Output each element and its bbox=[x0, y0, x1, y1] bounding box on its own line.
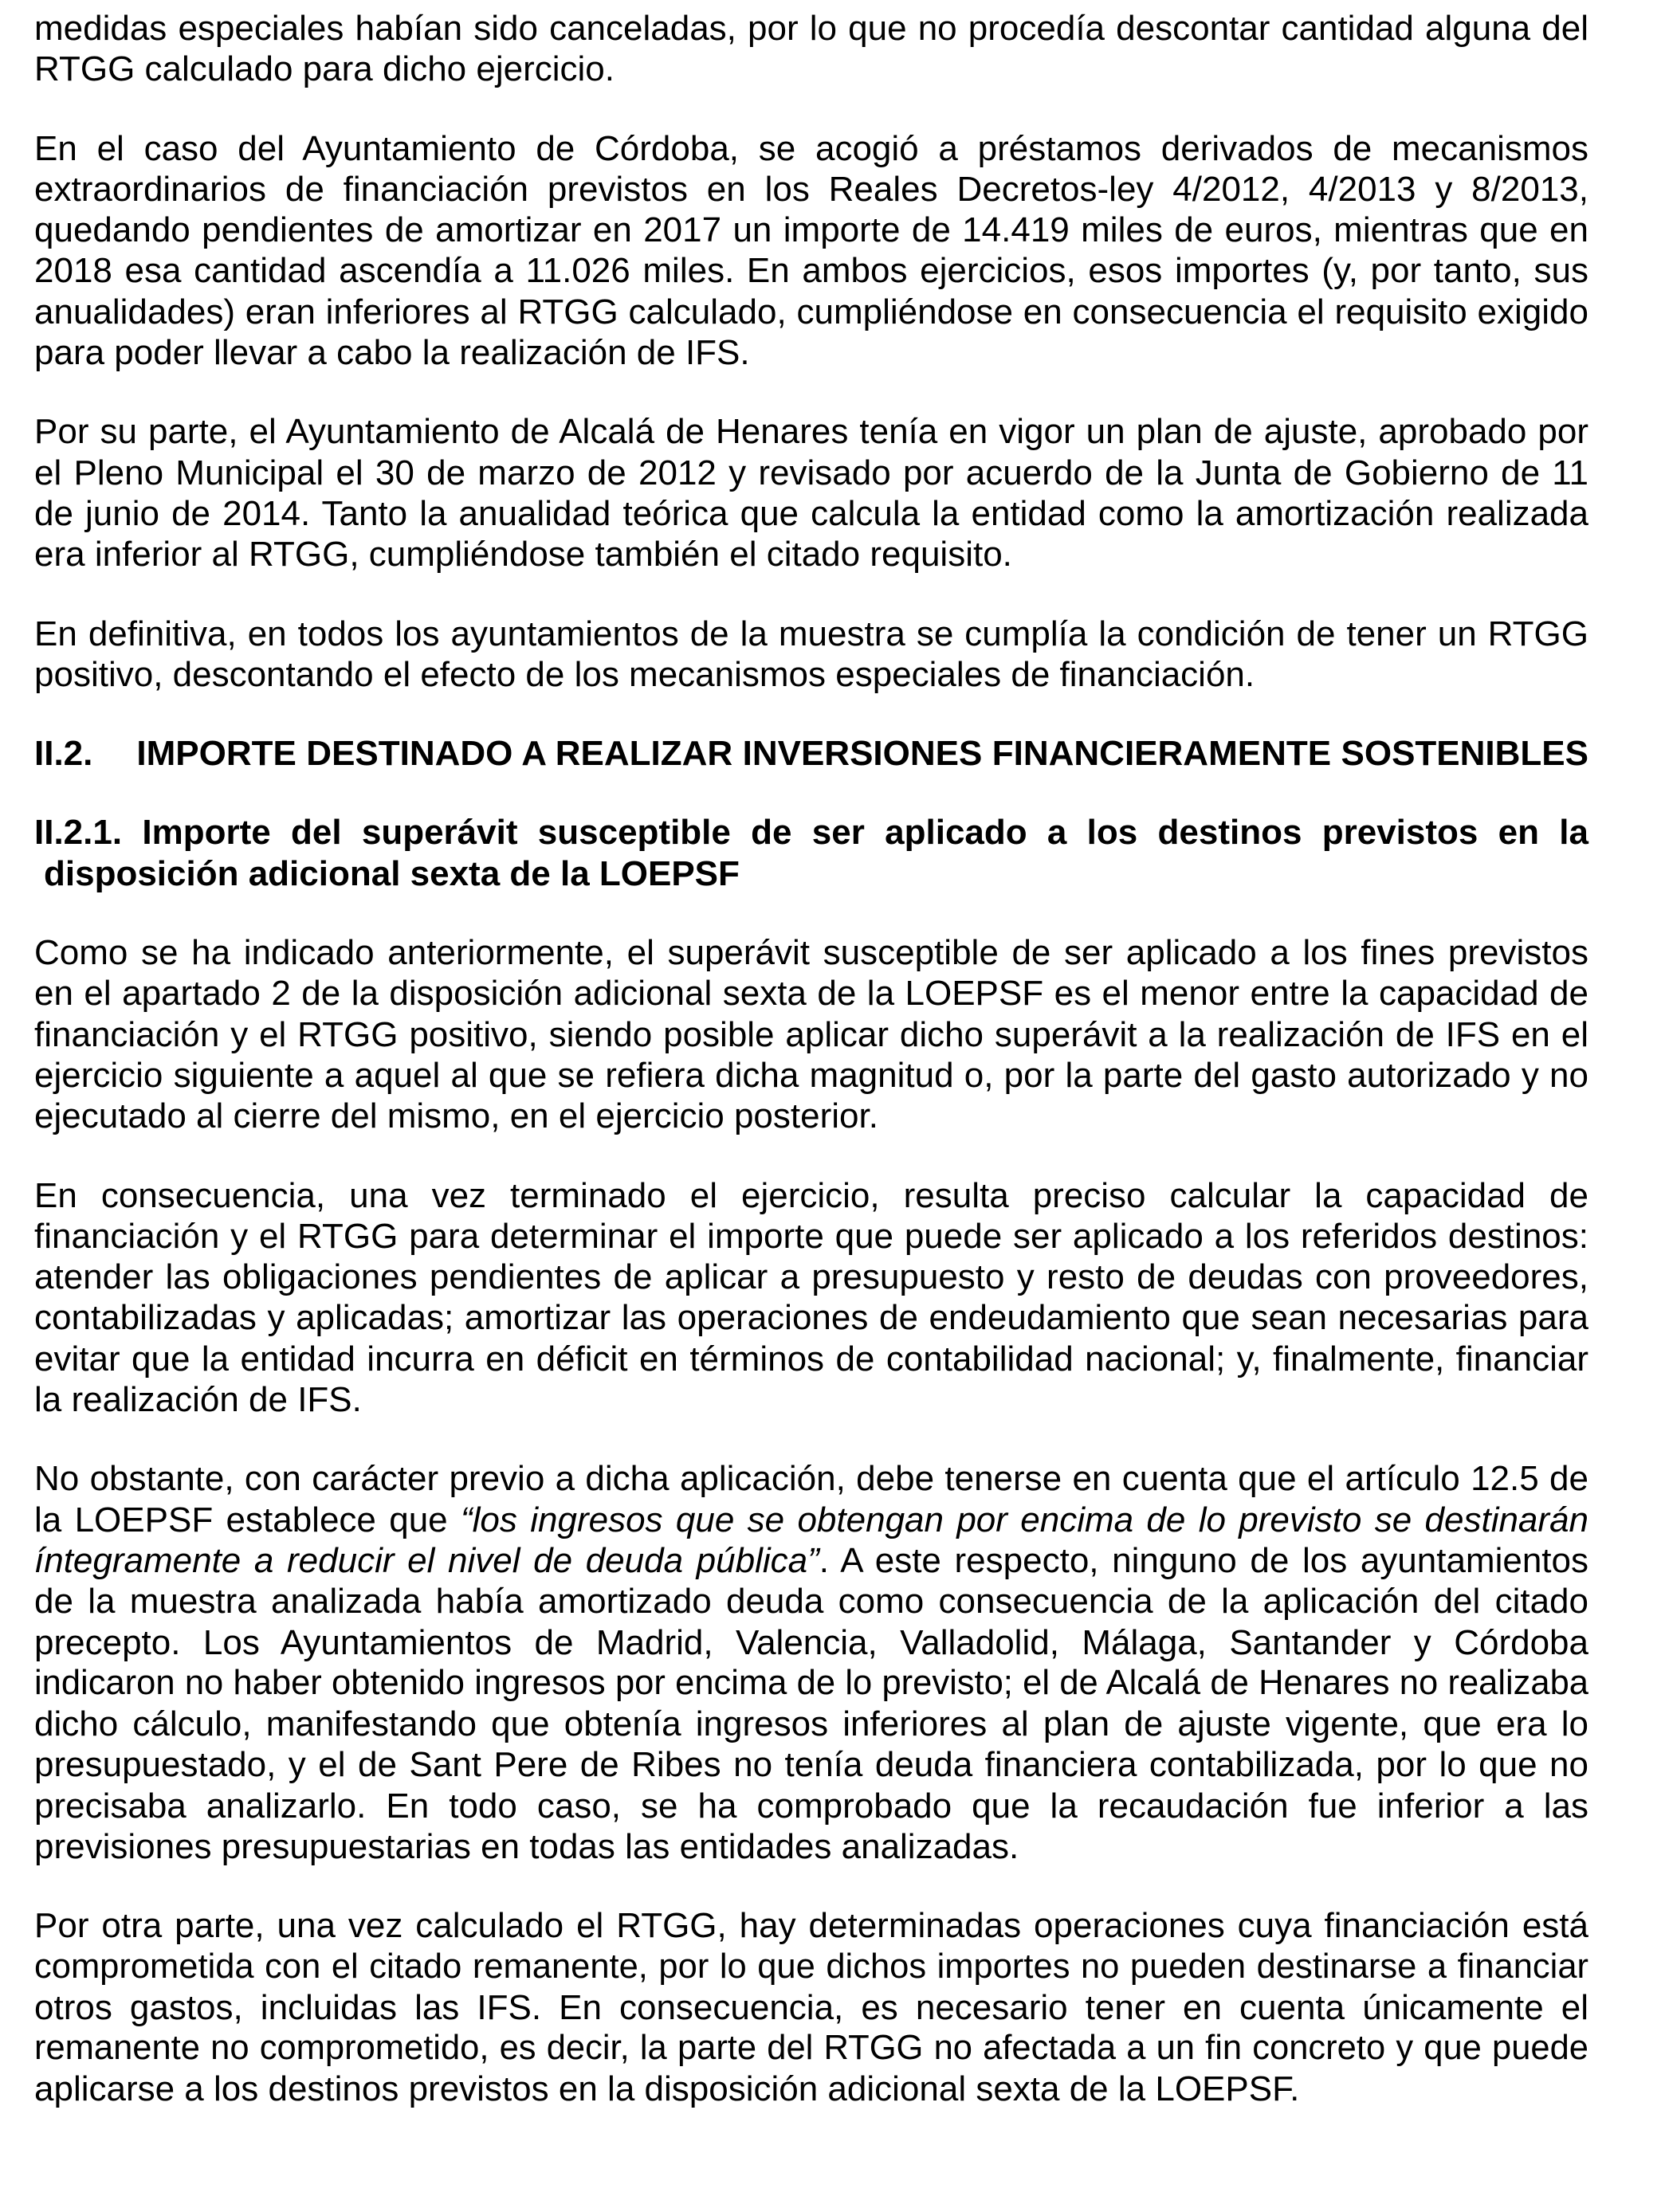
line-text: la realización de IFS. bbox=[34, 1380, 362, 1420]
text-line bbox=[34, 853, 1588, 894]
line-text: en el apartado 2 de la disposición adicional sexta de la LOEPSF es el menor entre la capacidad de bbox=[34, 974, 1588, 1014]
text-line bbox=[34, 812, 1588, 853]
line-text: . A este respecto, ninguno de los ayuntamientos bbox=[819, 1540, 1588, 1580]
document-page bbox=[34, 8, 1588, 2148]
line-text: la LOEPSF establece que bbox=[34, 1500, 461, 1539]
line-text: comprometida con el citado remanente, por lo que dichos importes no pueden destinarse a financiar bbox=[34, 1947, 1588, 1986]
paragraph bbox=[34, 932, 1588, 1136]
text-line bbox=[34, 1379, 1588, 1420]
text-line bbox=[34, 1987, 1588, 2028]
line-text: medidas especiales habían sido canceladas, por lo que no procedía descontar cantidad alguna del bbox=[34, 9, 1588, 48]
text-line bbox=[34, 1014, 1588, 1055]
line-text: 2018 esa cantidad ascendía a 11.026 miles. En ambos ejercicios, esos importes (y, por tanto, sus bbox=[34, 251, 1588, 291]
line-text: contabilizadas y aplicadas; amortizar las operaciones de endeudamiento que sean necesarias para bbox=[34, 1298, 1588, 1338]
paragraph bbox=[34, 1458, 1588, 1867]
line-text: de la muestra analizada había amortizado deuda como consecuencia de la aplicación del citado bbox=[34, 1582, 1588, 1622]
section-heading bbox=[34, 733, 1588, 774]
line-text: otros gastos, incluidas las IFS. En consecuencia, es necesario tener en cuenta únicamente el bbox=[34, 1987, 1588, 2027]
line-text: indicaron no haber obtenido ingresos por encima de lo previsto; el de Alcalá de Henares no realizaba bbox=[34, 1663, 1588, 1702]
line-text: IMPORTE DESTINADO A REALIZAR INVERSIONES FINANCIERAMENTE SOSTENIBLES bbox=[136, 734, 1588, 774]
text-line bbox=[34, 1905, 1588, 1946]
text-line bbox=[34, 1458, 1588, 1499]
text-line bbox=[34, 169, 1588, 210]
line-text: quedando pendientes de amortizar en 2017 un importe de 14.419 miles de euros, mientras que en bbox=[34, 210, 1588, 250]
text-line bbox=[34, 128, 1588, 169]
text-line bbox=[34, 1096, 1588, 1136]
line-text: No obstante, con carácter previo a dicha aplicación, debe tenerse en cuenta que el artículo 12.5 de bbox=[34, 1459, 1588, 1499]
line-text: RTGG calculado para dicho ejercicio. bbox=[34, 49, 615, 89]
text-line bbox=[34, 1581, 1588, 1622]
text-line bbox=[34, 2028, 1588, 2069]
text-line bbox=[34, 1663, 1588, 1704]
line-text: era inferior al RTGG, cumpliéndose también el citado requisito. bbox=[34, 535, 1012, 575]
line-text: Por otra parte, una vez calculado el RTGG, hay determinadas operaciones cuya financiación está bbox=[34, 1906, 1588, 1946]
text-line bbox=[34, 733, 1588, 774]
line-text: atender las obligaciones pendientes de aplicar a presupuesto y resto de deudas con proveedores, bbox=[34, 1257, 1588, 1297]
text-line bbox=[34, 1786, 1588, 1826]
text-line bbox=[34, 1826, 1588, 1867]
text-line bbox=[34, 973, 1588, 1014]
text-line bbox=[34, 654, 1588, 695]
text-line bbox=[34, 932, 1588, 973]
text-line bbox=[34, 292, 1588, 332]
line-text: disposición adicional sexta de la LOEPSF bbox=[44, 853, 740, 893]
line-text: el Pleno Municipal el 30 de marzo de 2012 y revisado por acuerdo de la Junta de Gobierno de 11 bbox=[34, 453, 1588, 492]
text-line bbox=[34, 8, 1588, 49]
line-text: financiación y el RTGG para determinar el importe que puede ser aplicado a los referidos destinos: bbox=[34, 1216, 1588, 1256]
text-line bbox=[34, 614, 1588, 654]
line-text: positivo, descontando el efecto de los mecanismos especiales de financiación. bbox=[34, 654, 1255, 694]
line-text: extraordinarios de financiación previstos en los Reales Decretos-ley 4/2012, 4/2013 y 8/2013, bbox=[34, 169, 1588, 209]
text-line bbox=[34, 1339, 1588, 1379]
line-text: de junio de 2014. Tanto la anualidad teórica que calcula la entidad como la amortización realizada bbox=[34, 493, 1588, 533]
text-line bbox=[34, 1216, 1588, 1257]
text-line bbox=[34, 493, 1588, 534]
text-line bbox=[34, 250, 1588, 291]
paragraph bbox=[34, 128, 1588, 374]
text-line bbox=[34, 534, 1588, 575]
line-text: financiación y el RTGG positivo, siendo posible aplicar dicho superávit a la realización de IFS en el bbox=[34, 1014, 1588, 1054]
line-text: evitar que la entidad incurra en déficit en términos de contabilidad nacional; y, finalmente, financiar bbox=[34, 1339, 1588, 1379]
heading-number: II.2. bbox=[34, 734, 93, 774]
text-line bbox=[34, 2069, 1588, 2109]
text-line bbox=[34, 332, 1588, 373]
line-text: aplicarse a los destinos previstos en la disposición adicional sexta de la LOEPSF. bbox=[34, 2069, 1300, 2109]
text-line bbox=[34, 1704, 1588, 1744]
paragraph bbox=[34, 8, 1588, 90]
line-text: En el caso del Ayuntamiento de Córdoba, se acogió a préstamos derivados de mecanismos bbox=[34, 128, 1588, 168]
line-text: En consecuencia, una vez terminado el ejercicio, resulta preciso calcular la capacidad de bbox=[34, 1175, 1588, 1215]
line-text: para poder llevar a cabo la realización de IFS. bbox=[34, 333, 750, 373]
text-line bbox=[34, 1947, 1588, 1987]
paragraph bbox=[34, 411, 1588, 575]
quoted-text: “los ingresos que se obtengan por encima de lo previsto se destinarán bbox=[461, 1500, 1588, 1539]
text-line bbox=[34, 1540, 1588, 1581]
line-text: precepto. Los Ayuntamientos de Madrid, Valencia, Valladolid, Málaga, Santander y Córdoba bbox=[34, 1622, 1588, 1662]
text-line bbox=[34, 411, 1588, 452]
paragraph bbox=[34, 614, 1588, 696]
text-line bbox=[34, 1744, 1588, 1785]
subsection-heading bbox=[34, 812, 1588, 894]
line-text: Por su parte, el Ayuntamiento de Alcalá de Henares tenía en vigor un plan de ajuste, aprobado por bbox=[34, 412, 1588, 452]
paragraph bbox=[34, 1175, 1588, 1421]
line-text: previsiones presupuestarias en todas las entidades analizadas. bbox=[34, 1826, 1019, 1866]
text-line bbox=[34, 1055, 1588, 1096]
text-line bbox=[34, 1500, 1588, 1540]
paragraph bbox=[34, 1905, 1588, 2109]
line-text: remanente no comprometido, es decir, la parte del RTGG no afectada a un fin concreto y que puede bbox=[34, 2029, 1588, 2068]
text-line bbox=[34, 1297, 1588, 1338]
line-text: Como se ha indicado anteriormente, el superávit susceptible de ser aplicado a los fines previstos bbox=[34, 933, 1588, 973]
line-text: dicho cálculo, manifestando que obtenía ingresos inferiores al plan de ajuste vigente, que era lo bbox=[34, 1704, 1588, 1744]
text-line bbox=[34, 1257, 1588, 1297]
line-text: precisaba analizarlo. En todo caso, se ha comprobado que la recaudación fue inferior a las bbox=[34, 1786, 1588, 1826]
line-text: En definitiva, en todos los ayuntamientos de la muestra se cumplía la condición de tener un RTGG bbox=[34, 614, 1588, 653]
line-text: ejecutado al cierre del mismo, en el ejercicio posterior. bbox=[34, 1096, 878, 1136]
quoted-text: íntegramente a reducir el nivel de deuda pública” bbox=[34, 1540, 819, 1580]
text-line bbox=[34, 1622, 1588, 1663]
text-line bbox=[34, 210, 1588, 250]
text-line bbox=[34, 453, 1588, 493]
line-text: anualidades) eran inferiores al RTGG calculado, cumpliéndose en consecuencia el requisito exigido bbox=[34, 292, 1588, 331]
heading-number: II.2.1. bbox=[34, 813, 123, 853]
line-text: presupuestado, y el de Sant Pere de Ribes no tenía deuda financiera contabilizada, por lo que no bbox=[34, 1745, 1588, 1785]
text-line bbox=[34, 49, 1588, 89]
line-text: ejercicio siguiente a aquel al que se refiera dicha magnitud o, por la parte del gasto autorizado y no bbox=[34, 1055, 1588, 1095]
line-text: Importe del superávit susceptible de ser aplicado a los destinos previstos en la bbox=[142, 813, 1588, 853]
text-line bbox=[34, 1175, 1588, 1216]
